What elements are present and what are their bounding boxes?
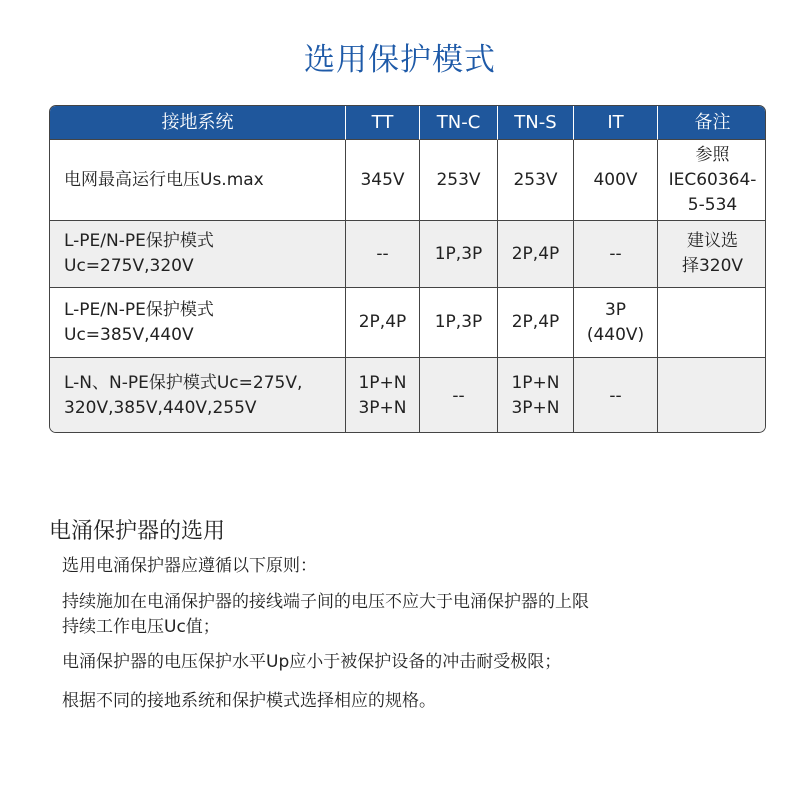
table-cell: -- <box>574 221 658 288</box>
table-header-cell: 接地系统 <box>50 106 346 140</box>
table-cell: 1P+N 3P+N <box>346 358 420 433</box>
table-cell: 2P,4P <box>346 288 420 358</box>
table-cell: 253V <box>420 140 498 221</box>
table-cell-note <box>658 288 766 358</box>
table-cell: -- <box>420 358 498 433</box>
table-cell: 1P,3P <box>420 288 498 358</box>
section-heading: 电涌保护器的选用 <box>49 519 226 544</box>
table-cell: 400V <box>574 140 658 221</box>
principle-paragraph: 选用电涌保护器应遵循以下原则： <box>62 556 317 576</box>
table-header-cell: IT <box>574 106 658 140</box>
grounding-system-table <box>49 105 766 433</box>
table-cell: -- <box>346 221 420 288</box>
table-cell-label: L-PE/N-PE保护模式 Uc=385V,440V <box>50 288 346 358</box>
table-cell-label: 电网最高运行电压Us.max <box>50 140 346 221</box>
page-title: 选用保护模式 <box>304 42 496 78</box>
table-cell-label: L-PE/N-PE保护模式 Uc=275V,320V <box>50 221 346 288</box>
table-cell: 2P,4P <box>498 288 574 358</box>
table-header-cell: 备注 <box>658 106 766 140</box>
table-header-cell: TN-S <box>498 106 574 140</box>
principle-paragraph: 根据不同的接地系统和保护模式选择相应的规格。 <box>62 691 436 711</box>
table-cell: 253V <box>498 140 574 221</box>
table-cell: 1P,3P <box>420 221 498 288</box>
table-cell: 345V <box>346 140 420 221</box>
principle-paragraph: 电涌保护器的电压保护水平Up应小于被保护设备的冲击耐受极限； <box>62 652 562 672</box>
table-header-cell: TT <box>346 106 420 140</box>
table-cell: -- <box>574 358 658 433</box>
table-cell-note: 建议选 择320V <box>658 221 766 288</box>
table-cell: 2P,4P <box>498 221 574 288</box>
table-header-cell: TN-C <box>420 106 498 140</box>
table-cell-label: L-N、N-PE保护模式Uc=275V, 320V,385V,440V,255V <box>50 358 346 433</box>
table-cell-note <box>658 358 766 433</box>
table-cell: 3P (440V) <box>574 288 658 358</box>
table-cell: 1P+N 3P+N <box>498 358 574 433</box>
principle-paragraph: 持续施加在电涌保护器的接线端子间的电压不应大于电涌保护器的上限 持续工作电压Uc值； <box>62 592 589 637</box>
table-cell-note: 参照 IEC60364- 5-534 <box>658 140 766 221</box>
